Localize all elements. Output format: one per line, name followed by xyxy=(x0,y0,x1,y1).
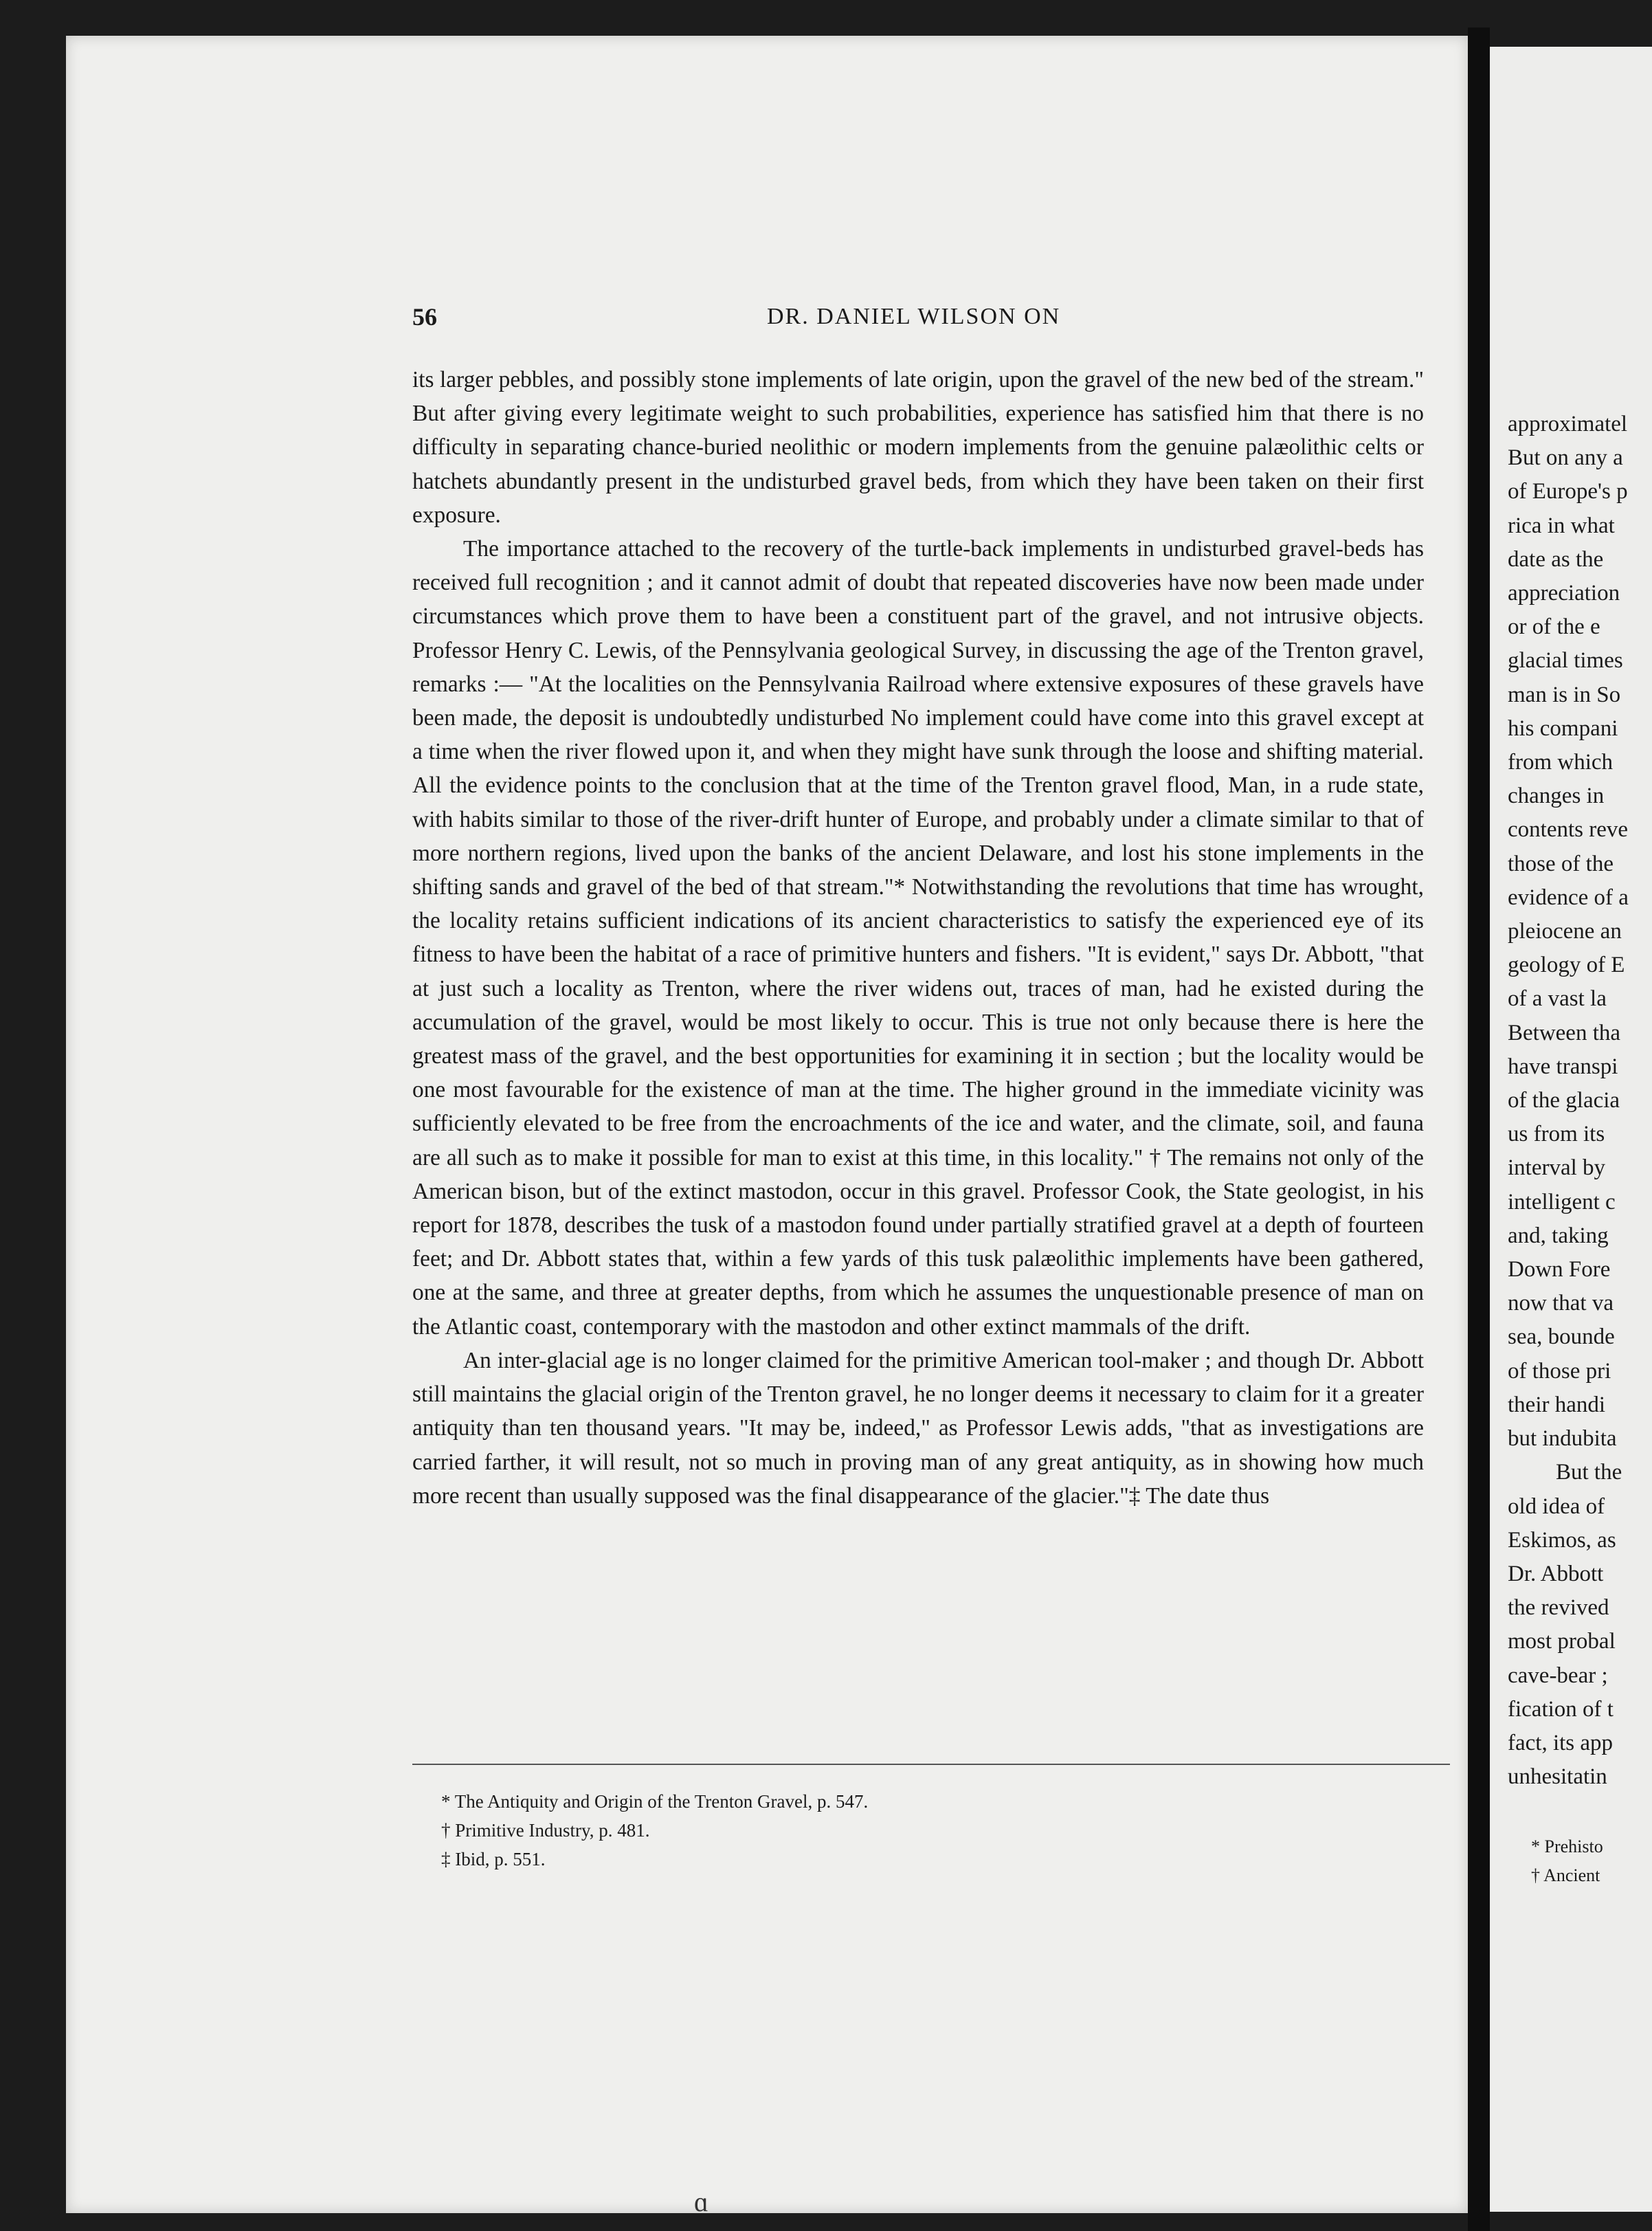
facing-page-line: geology of E xyxy=(1508,953,1625,978)
facing-page-line: now that va xyxy=(1508,1291,1614,1316)
body-text xyxy=(412,363,1424,1513)
facing-page-line: and, taking xyxy=(1508,1223,1609,1248)
facing-page-line: changes in xyxy=(1508,784,1605,809)
facing-page xyxy=(1490,47,1652,2212)
facing-page-line: his compani xyxy=(1508,715,1618,741)
page-number: 56 xyxy=(412,303,437,331)
facing-page-line: rica in what xyxy=(1508,513,1615,538)
facing-page-line: But on any a xyxy=(1508,445,1623,471)
facing-page-line: sea, bounde xyxy=(1508,1324,1615,1350)
facing-page-line: but indubita xyxy=(1508,1426,1617,1452)
facing-page-line: their handi xyxy=(1508,1392,1606,1417)
facing-page-line: approximatel xyxy=(1508,412,1628,436)
facing-page-line: of the glacia xyxy=(1508,1088,1620,1113)
facing-page-text xyxy=(1508,408,1629,1794)
facing-page-line: unhesitatin xyxy=(1508,1764,1607,1790)
footnotes xyxy=(441,1787,1403,1874)
book-gutter xyxy=(1468,27,1490,2231)
running-head: DR. DANIEL WILSON ON xyxy=(767,304,1061,329)
facing-page-line: date as the xyxy=(1508,546,1604,572)
facing-footnote: * Prehisto xyxy=(1531,1836,1603,1856)
facing-page-line: contents reve xyxy=(1508,817,1629,843)
facing-page-line: man is in So xyxy=(1508,682,1621,707)
facing-footnote: † Ancient xyxy=(1531,1865,1600,1885)
facing-page-line: of a vast la xyxy=(1508,986,1607,1012)
facing-page-line: pleiocene an xyxy=(1508,919,1622,944)
footnote: ‡ Ibid, p. 551. xyxy=(441,1849,546,1869)
scan-mark: ɑ xyxy=(694,2186,708,2217)
footnote: † Primitive Industry, p. 481. xyxy=(441,1820,650,1841)
footnote-rule xyxy=(412,1764,1450,1765)
paragraph: The importance attached to the recovery of the turtle-back implements in undisturbed gravel-beds has received full recognition ; and it cannot admit of doubt that repeated discoveries have now been made under circumstances which prove them to have been a constituent part of the gravel, and not intrusive objects. Professor Henry C. Lewis, of the Pennsylvania geological Survey, in discussing the age of the Trenton gravel, remarks :— "At the localities on the Pennsylvania Railroad where extensive exposures of these gravels have been made, the deposit is undoubtedly undisturbed No implement could have come into this gravel except at a time when the river flowed upon it, and when they might have sunk through the loose and shifting material. All the evidence points to the conclusion that at the time of the Trenton gravel flood, Man, in a rude state, with habits similar to those of the river-drift hunter of Europe, and probably under a climate similar to that of more northern regions, lived upon the banks of the ancient Delaware, and lost his stone implements in the shifting sands and gravel of the bed of that stream."* Notwithstanding the revolutions that time has wrought, the locality retains sufficient indications of its ancient characteristics to satisfy the experienced eye of its fitness to have been the habitat of a race of primitive hunters and fishers. "It is evident," says Dr. Abbott, "that at just such a locality as Trenton, where the river widens out, traces of man, had he existed during the accumulation of the gravel, would be most likely to occur. This is true not only because there is here the greatest mass of the gravel, and the best opportunities for examining it in section ; but the locality would be one most favourable for the existence of man at the time. The higher ground in the immediate vicinity was sufficiently elevated to be free from the encroachments of the ice and water, and the climate, soil, and fauna are all such as to make it possible for man to exist at this time, in this locality." † The remains not only of the American bison, but of the extinct mastodon, occur in this gravel. Professor Cook, the State geologist, in his report for 1878, describes the tusk of a mastodon found under partially stratified gravel at a depth of fourteen feet; and Dr. Abbott states that, within a few yards of this tusk palæolithic implements have been gathered, one at the same, and three at greater depths, from which he assumes the unquestionable presence of man on the Atlantic coast, contemporary with the mastodon and other extinct mammals of the drift. xyxy=(412,536,1424,1340)
facing-page-line: old idea of xyxy=(1508,1494,1605,1519)
facing-page-line: Dr. Abbott xyxy=(1508,1561,1604,1586)
facing-page-line: fact, its app xyxy=(1508,1730,1614,1755)
page-header xyxy=(412,302,1443,344)
facing-page-line: Between tha xyxy=(1508,1020,1621,1045)
facing-page-line: of those pri xyxy=(1508,1358,1611,1384)
facing-page-line: of Europe's p xyxy=(1508,479,1628,504)
paragraph: its larger pebbles, and possibly stone implements of late origin, upon the gravel of the new bed of the stream." But after giving every legitimate weight to such probabilities, experience has satisfied him that there is no difficulty in separating chance-buried neolithic or modern implements from the genuine palæolithic celts or hatchets abundantly present in the undisturbed gravel beds, from which they have been taken on their first exposure. xyxy=(412,367,1424,528)
facing-page-line: evidence of a xyxy=(1508,885,1629,910)
facing-page-line: us from its xyxy=(1508,1122,1605,1147)
facing-page-line: intelligent c xyxy=(1508,1189,1616,1214)
facing-page-line: from which xyxy=(1508,750,1614,775)
facing-page-line: Down Fore xyxy=(1508,1257,1611,1283)
facing-page-line: fication of t xyxy=(1508,1696,1614,1722)
paragraph: An inter-glacial age is no longer claimed for the primitive American tool-maker ; and though Dr. Abbott still maintains the glacial origin of the Trenton gravel, he no longer deems it necessary to claim for it a greater antiquity than ten thousand years. "It may be, indeed," as Professor Lewis adds, "that as investigations are carried farther, it will result, not so much in proving man of any great antiquity, as in showing how much more recent than usually supposed was the final disappearance of the glacier."‡ The date thus xyxy=(412,1347,1424,1509)
facing-page-line: Eskimos, as xyxy=(1508,1527,1616,1553)
facing-page-footnotes xyxy=(1531,1832,1603,1890)
facing-page-line: But the xyxy=(1556,1460,1622,1485)
facing-page-line: glacial times xyxy=(1508,648,1623,674)
facing-page-line: or of the e xyxy=(1508,614,1600,640)
facing-page-line: cave-bear ; xyxy=(1508,1663,1608,1688)
facing-page-line: most probal xyxy=(1508,1629,1616,1654)
facing-page-line: those of the xyxy=(1508,851,1614,876)
footnote: * The Antiquity and Origin of the Trenton Gravel, p. 547. xyxy=(441,1791,869,1812)
facing-page-line: have transpi xyxy=(1508,1054,1618,1079)
facing-page-line: appreciation xyxy=(1508,581,1620,606)
facing-page-line: interval by xyxy=(1508,1155,1606,1181)
facing-page-line: the revived xyxy=(1508,1595,1609,1621)
